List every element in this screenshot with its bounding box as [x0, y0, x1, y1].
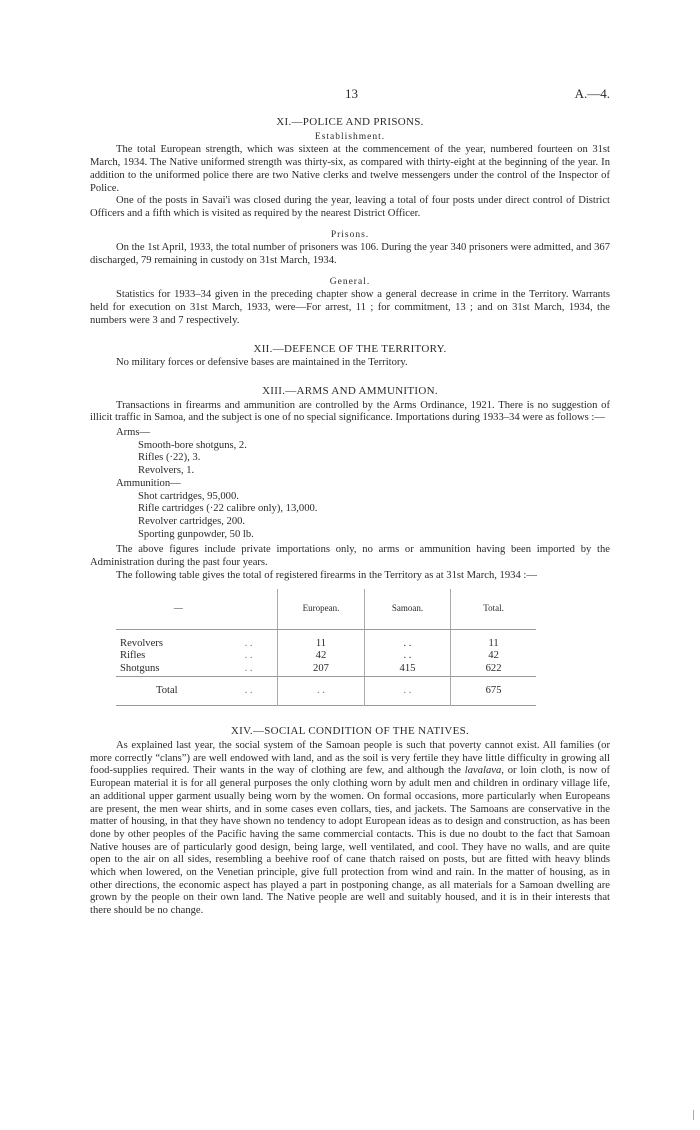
subheading-prisons: Prisons.	[330, 229, 370, 240]
row-label: Rifles	[120, 650, 146, 662]
list-item: Smooth-bore shotguns, 2.	[138, 439, 247, 451]
row-label: Shotguns	[120, 662, 160, 674]
table-header: —	[116, 589, 241, 630]
section-13-title: XIII.—ARMS AND AMMUNITION.	[262, 384, 438, 397]
table-row: Shotguns . . 207 415 622	[116, 663, 536, 676]
paragraph: Statistics for 1933–34 given in the preceding chapter show a general decrease in crime in the Territory. Warrants held for execution on 31st March, 1933, were—For arrest, 11 ; for commitment, 13 ; and on 31st March, 1934, the numbers were 3 and 7 respectively.	[90, 289, 610, 326]
row-label: Total	[156, 684, 178, 696]
list-heading-ammunition: Ammunition—	[116, 477, 181, 489]
page-reference: A.—4.	[574, 86, 610, 101]
list-item: Rifle cartridges (·22 calibre only), 13,000.	[138, 503, 318, 515]
importations-list	[90, 427, 610, 541]
paragraph: On the 1st April, 1933, the total number of prisoners was 106. During the year 340 prisoners were admitted, and 367 discharged, 79 remaining in custody on 31st March, 1934.	[90, 242, 610, 267]
edge-mark	[693, 1110, 694, 1120]
table-row: Revolvers . . 11 . . 11	[116, 638, 536, 651]
paragraph: As explained last year, the social system of the Samoan people is such that poverty cannot exist. All families (or more correctly “clans”) are well endowed with land, and as the soil is very fertile they have little difficulty in growing all food-supplies required. Their wants in the way of clothing are few, and although the lavalava, or loin cloth, is now of European material it is for all general purposes the only clothing worn by adult men and children in ordinary village life, an additional upper garment usually being worn by the women. On formal occasions, more particularly when Europeans are present, the men wear shirts, and in some cases even collars, ties, and jackets. The Samoans are conservative in the matter of housing, in that they have shown no tendency to adopt European ideas as to design and construction, as has been done by other peoples of the Pacific having the same commercial contacts. This is due no doubt to the fact that Samoan Native houses are of particularly good design, being large, well ventilated, and cool. They have no walls, and are quite open to the air on all sides, resembling a beehive roof of cane thatch raised on posts, but are fitted with heavy blinds which when lowered, on the Venetian principle, give full protection from wind and rain. In the matter of housing, as in other directions, the economic aspect has played a part in postponing change, as all materials for a Samoan dwelling are grown by the people on their own land. The Native people are well and suitably housed, and it is in their interests that there should be no change.	[90, 740, 610, 917]
list-item: Rifles (·22), 3.	[138, 452, 201, 464]
section-11-title: XI.—POLICE AND PRISONS.	[276, 116, 424, 128]
list-item: Sporting gunpowder, 50 lb.	[138, 528, 254, 540]
table-header: European.	[278, 589, 365, 630]
firearms-table	[116, 589, 536, 707]
page-number: 13	[345, 86, 358, 101]
list-item: Shot cartridges, 95,000.	[138, 490, 239, 502]
paragraph: The following table gives the total of registered firearms in the Territory as at 31st March, 1934 :—	[116, 569, 537, 581]
section-12-title: XII.—DEFENCE OF THE TERRITORY.	[253, 342, 447, 355]
table-header: Total.	[451, 589, 536, 630]
row-label: Revolvers	[120, 637, 163, 649]
subheading-general: General.	[329, 276, 371, 287]
paragraph: The total European strength, which was sixteen at the commencement of the year, numbered fourteen on 31st March, 1934. The Native uniformed strength was thirty-six, as compared with thirty-eight at the beginning of the year. In addition to the uniformed police there are two Native clerks and twelve messengers under the control of the Inspector of Police.	[90, 144, 610, 194]
subheading-establishment: Establishment.	[314, 131, 386, 142]
table-header: Samoan.	[364, 589, 450, 630]
paragraph: One of the posts in Savai'i was closed during the year, leaving a total of four posts under direct control of District Officers and a fifth which is visited as required by the nearest District Officer.	[90, 195, 610, 219]
paragraph: Transactions in firearms and ammunition are controlled by the Arms Ordinance, 1921. There is no suggestion of illicit traffic in Samoa, and the subject is one of no special significance. Importations during 1933–34 were as follows :—	[90, 399, 610, 424]
main-column	[90, 116, 610, 918]
paragraph: No military forces or defensive bases are maintained in the Territory.	[116, 357, 408, 369]
table-header-row	[116, 589, 536, 630]
paragraph: The above figures include private importations only, no arms or ammunition having been imported by the Administration during the past four years.	[90, 544, 610, 569]
list-item: Revolvers, 1.	[138, 465, 195, 477]
list-item: Revolver cartridges, 200.	[138, 515, 246, 527]
list-heading-arms: Arms—	[116, 427, 151, 439]
section-14-title: XIV.—SOCIAL CONDITION OF THE NATIVES.	[230, 725, 470, 738]
table-total-row: Total . . . . . . 675	[116, 676, 536, 706]
table-row: Rifles . . 42 . . 42	[116, 650, 536, 663]
